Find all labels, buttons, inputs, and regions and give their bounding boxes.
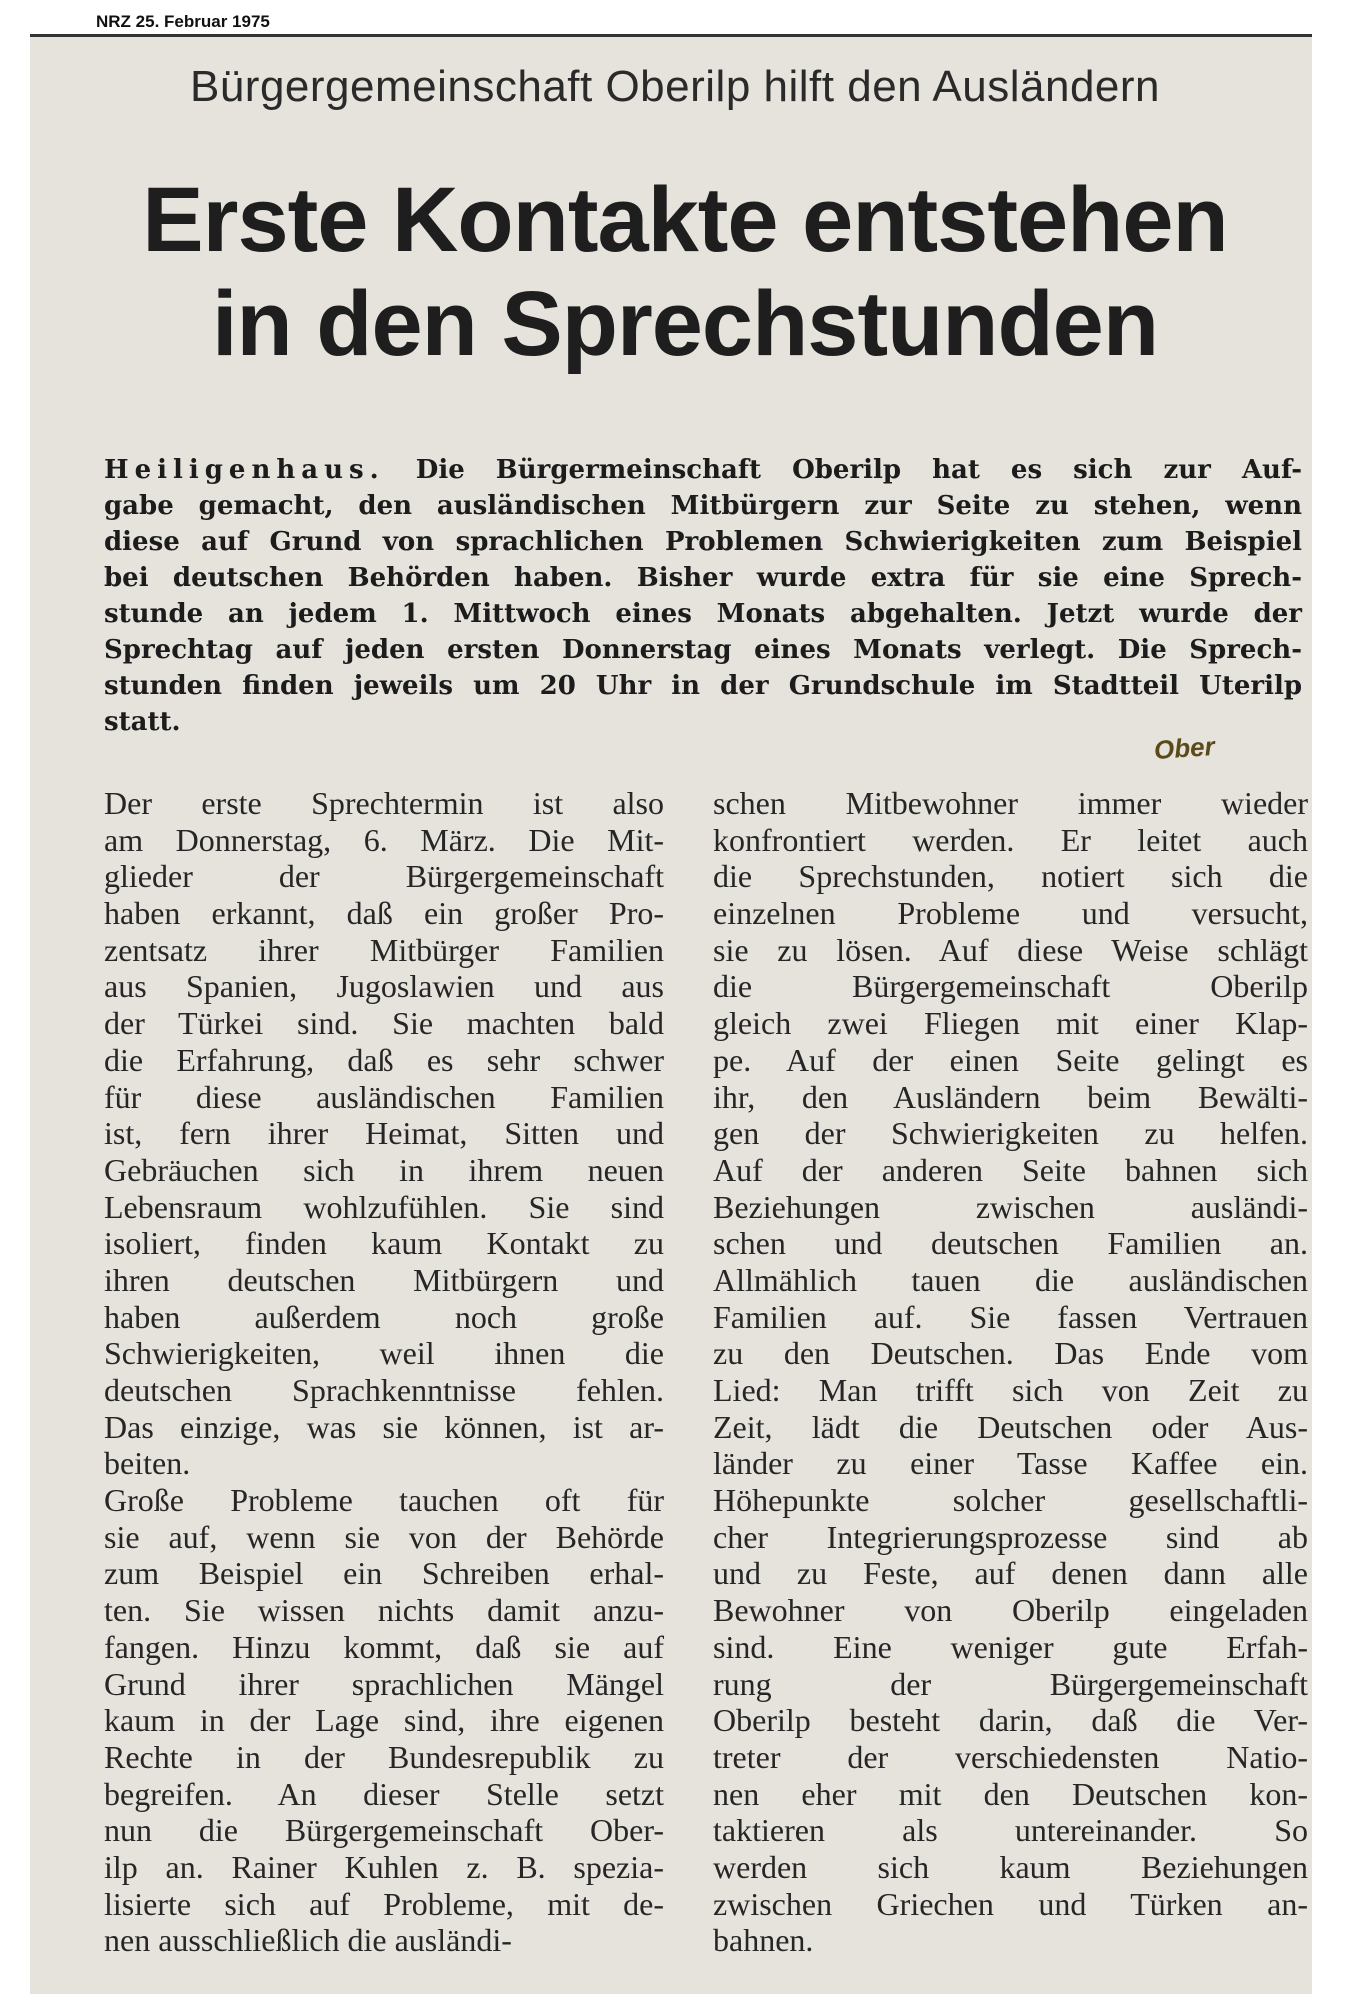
body-line: und zu Feste, auf denen dann alle [713, 1555, 1308, 1592]
lead-line: Sprechtag auf jeden ersten Donnerstag eines Monats verlegt. Die Sprech- [104, 635, 1302, 665]
body-line: beiten. [104, 1445, 191, 1482]
body-line: Gebräuchen sich in ihrem neuen [104, 1151, 664, 1188]
body-line: isoliert, finden kaum Kontakt zu [104, 1225, 664, 1262]
body-line: sind. Eine weniger gute Erfah- [713, 1628, 1308, 1665]
body-line: Zeit, lädt die Deutschen oder Aus- [713, 1408, 1308, 1445]
body-line: zum Beispiel ein Schreiben erhal- [104, 1555, 664, 1592]
body-line: am Donnerstag, 6. März. Die Mit- [104, 821, 664, 858]
body-line: Der erste Sprechtermin ist also [104, 785, 664, 821]
body-line: haben außerdem noch große [104, 1298, 664, 1335]
body-line: zu den Deutschen. Das Ende vom [713, 1335, 1308, 1372]
body-line: kaum in der Lage sind, ihre eigenen [104, 1702, 664, 1739]
lead-line: diese auf Grund von sprachlichen Problemen Schwierigkeiten zum Beispiel [104, 527, 1302, 557]
body-line: schen und deutschen Familien an. [713, 1225, 1308, 1262]
body-line: gen der Schwierigkeiten zu helfen. [713, 1115, 1308, 1152]
body-line: ilp an. Rainer Kuhlen z. B. spezia- [104, 1848, 664, 1885]
body-line: fangen. Hinzu kommt, daß sie auf [104, 1628, 664, 1665]
body-column-left [104, 785, 664, 1959]
lead-line: bei deutschen Behörden haben. Bisher wurde extra für sie eine Sprech- [104, 563, 1302, 593]
body-line: rung der Bürgergemeinschaft [713, 1665, 1308, 1702]
body-line: Große Probleme tauchen oft für [104, 1482, 664, 1519]
headline-line-1: Erste Kontakte entstehen [142, 169, 1228, 271]
lead-line: gabe gemacht, den ausländischen Mitbürgern zur Seite zu stehen, wenn [104, 491, 1302, 521]
lead-line-text: Die Bürgermeinschaft Oberilp hat es sich zur Auf- [384, 455, 1302, 485]
body-line: einzelnen Probleme und versucht, [713, 895, 1308, 932]
body-line: für diese ausländischen Familien [104, 1078, 664, 1115]
kicker-headline: Bürgergemeinschaft Oberilp hilft den Ausländern [189, 62, 1161, 111]
body-line: cher Integrierungsprozesse sind ab [713, 1518, 1308, 1555]
body-line: deutschen Sprachkenntnisse fehlen. [104, 1372, 664, 1408]
body-line: pe. Auf der einen Seite gelingt es [713, 1041, 1308, 1078]
body-line: Höhepunkte solcher gesellschaftli- [713, 1482, 1308, 1519]
lead-place: Heiligenhaus. [104, 455, 385, 485]
body-line: begreifen. An dieser Stelle setzt [104, 1775, 664, 1812]
body-line: Lebensraum wohlzufühlen. Sie sind [104, 1188, 664, 1225]
body-line: Lied: Man trifft sich von Zeit zu [713, 1372, 1308, 1408]
body-line: bahnen. [713, 1922, 814, 1959]
lead-paragraph [104, 452, 1302, 740]
body-column-right [713, 785, 1308, 1959]
lead-line [104, 452, 1302, 488]
body-line: nen ausschließlich die ausländi- [104, 1922, 512, 1959]
body-line: Oberilp besteht darin, daß die Ver- [713, 1702, 1308, 1739]
lead-line: statt. [104, 707, 181, 737]
body-line: der Türkei sind. Sie machten bald [104, 1005, 664, 1042]
body-line: Beziehungen zwischen ausländi- [713, 1188, 1308, 1225]
body-line: die Erfahrung, daß es sehr schwer [104, 1041, 664, 1078]
body-line: Schwierigkeiten, weil ihnen die [104, 1335, 664, 1372]
body-line: Das einzige, was sie können, ist ar- [104, 1408, 664, 1445]
lead-line: stunden finden jeweils um 20 Uhr in der Grundschule im Stadtteil Uterilp [104, 671, 1302, 701]
body-line: lisierte sich auf Probleme, mit de- [104, 1885, 664, 1922]
body-line: ten. Sie wissen nichts damit anzu- [104, 1592, 664, 1629]
body-line: die Sprechstunden, notiert sich die [713, 858, 1308, 895]
body-line: taktieren als untereinander. So [713, 1812, 1308, 1849]
body-line: Bewohner von Oberilp eingeladen [713, 1592, 1308, 1629]
body-line: Auf der anderen Seite bahnen sich [713, 1151, 1308, 1188]
body-line: nun die Bürgergemeinschaft Ober- [104, 1812, 664, 1849]
body-line: aus Spanien, Jugoslawien und aus [104, 968, 664, 1005]
body-line: ihren deutschen Mitbürgern und [104, 1261, 664, 1298]
body-line: konfrontiert werden. Er leitet auch [713, 821, 1308, 858]
body-line: nen eher mit den Deutschen kon- [713, 1775, 1308, 1812]
body-line: Familien auf. Sie fassen Vertrauen [713, 1298, 1308, 1335]
body-line: Grund ihrer sprachlichen Mängel [104, 1665, 664, 1702]
body-line: schen Mitbewohner immer wieder [713, 785, 1308, 821]
body-line: gleich zwei Fliegen mit einer Klap- [713, 1005, 1308, 1042]
main-headline [80, 168, 1290, 376]
body-line: glieder der Bürgergemeinschaft [104, 858, 664, 895]
body-line: die Bürgergemeinschaft Oberilp [713, 968, 1308, 1005]
body-line: Allmählich tauen die ausländischen [713, 1261, 1308, 1298]
body-line: haben erkannt, daß ein großer Pro- [104, 895, 664, 932]
headline-line-2: in den Sprechstunden [211, 273, 1159, 375]
body-line: Rechte in der Bundesrepublik zu [104, 1738, 664, 1775]
body-line: sie zu lösen. Auf diese Weise schlägt [713, 931, 1308, 968]
lead-line: stunde an jedem 1. Mittwoch eines Monats abgehalten. Jetzt wurde der [104, 599, 1302, 629]
body-line: ihr, den Ausländern beim Bewälti- [713, 1078, 1308, 1115]
source-label: NRZ 25. Februar 1975 [96, 12, 270, 31]
body-line: sie auf, wenn sie von der Behörde [104, 1518, 664, 1555]
body-line: ist, fern ihrer Heimat, Sitten und [104, 1115, 664, 1152]
body-line: zwischen Griechen und Türken an- [713, 1885, 1308, 1922]
body-line: werden sich kaum Beziehungen [713, 1848, 1308, 1885]
handwritten-correction: Ober [1152, 730, 1216, 766]
body-line: zentsatz ihrer Mitbürger Familien [104, 931, 664, 968]
body-line: treter der verschiedensten Natio- [713, 1738, 1308, 1775]
body-line: länder zu einer Tasse Kaffee ein. [713, 1445, 1308, 1482]
